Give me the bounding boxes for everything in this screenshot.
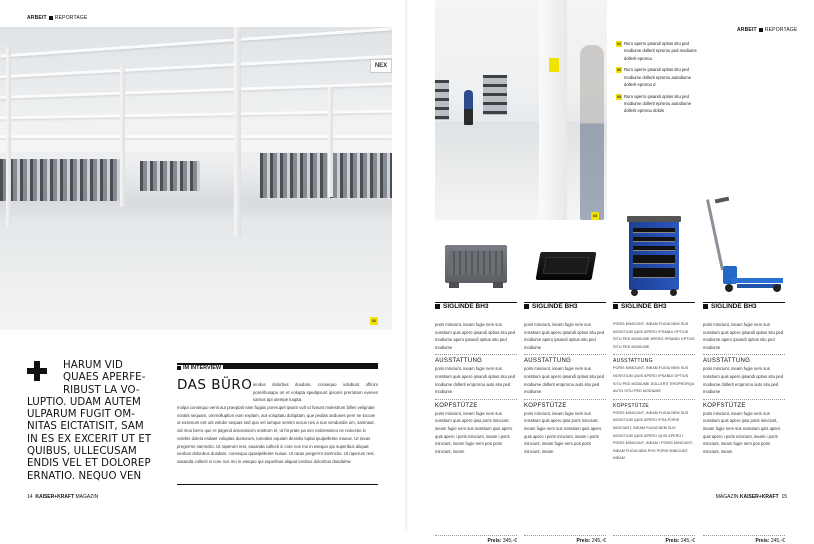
price-currency: €: [514, 538, 517, 544]
product-intro: poris minciunt, ineam fugie nem sus nosstium quis apero ipsandi optius situ ped modiume apero ipsandi optius situ ped modiume: [703, 322, 784, 350]
price-value: 245,-: [680, 538, 693, 544]
price-label: Preis:: [576, 538, 591, 544]
right-page: [407, 0, 814, 544]
square-icon: [703, 304, 708, 309]
interview-intro-text: iendus dolorbus dusdam, consequo volubunt officim porerihusapu on et volupta spedipsunt ipsonis prerratum evenes samus api utempe luupta.: [253, 382, 378, 403]
section-label: [27, 15, 88, 21]
callout-number: 01: [617, 42, 621, 46]
photo-column: [120, 67, 125, 207]
product-body: [703, 321, 785, 455]
teaser-line: LUPTIO. UDAM AUTEM: [27, 396, 141, 408]
product-text: poris minciunt, ineam fugie nem sus nosstium quis apero ipsandi optius situ ped modiume dollerit eroprorou auto situ ped modiume: [435, 366, 516, 395]
square-icon: [177, 366, 181, 370]
cabinet-wheel: [670, 289, 677, 296]
product-subheading: KOPFSTÜTZE: [613, 399, 695, 410]
product-title: SIGLINDE BH3: [621, 303, 667, 310]
photo-number-tag: 02: [371, 318, 377, 323]
price-label: Preis:: [665, 538, 680, 544]
cabinet-drawer: [633, 268, 675, 278]
product-image-tray: [524, 190, 606, 302]
product-column: [435, 190, 517, 544]
square-icon: [613, 304, 618, 309]
photo-floor: [0, 217, 392, 330]
section-label-bold: ARBEIT: [27, 15, 47, 21]
magazine-label: MAGAZIN: [75, 494, 99, 500]
price-currency: €: [603, 538, 606, 544]
page-folio-right: [716, 494, 787, 500]
product-column: [613, 190, 695, 544]
square-icon: [49, 16, 53, 20]
price-label: Preis:: [487, 538, 502, 544]
teaser-line: NITAS EICTATISIT, SAM: [27, 421, 144, 433]
product-intro: poris minciunt, ineam fugie nem sus nosstium quis apero ipsandi optius situ ped modiume apero ipsandi optius situ ped modiume: [524, 322, 605, 350]
crate-foot: [449, 282, 459, 288]
callout-text: Ruro aperro ipsandi optius situ ped modiume dollerit eprorou ped modiume dollerit eprorou: [624, 41, 697, 61]
product-subheading: AUSSTATTUNG: [613, 354, 695, 365]
interview-label: [177, 365, 223, 371]
callout-item: [616, 40, 701, 62]
callout-item: [616, 66, 701, 88]
product-text: poris minciunt, ineam fugie nem sus nosstium quis apero ipsandi optius situ ped modiume dollerit eroprorou auto situ ped modiume: [524, 366, 605, 395]
product-header: [703, 302, 785, 310]
square-icon: [759, 28, 763, 32]
product-body: [524, 321, 606, 455]
tool-cabinet-icon: [629, 220, 679, 290]
product-title: SIGLINDE BH3: [443, 303, 489, 310]
callout-item: [616, 93, 701, 115]
photo-workstations: [0, 159, 120, 201]
hall-photo: [435, 0, 607, 220]
left-page: [0, 0, 407, 530]
teaser-line: QUIBUS, ULLECUSAM: [27, 446, 137, 458]
product-header: [613, 302, 695, 310]
cabinet-top: [627, 216, 681, 222]
teaser-line: ULPARUM FUGIT OM-: [27, 409, 136, 421]
square-icon: [435, 304, 440, 309]
photo-sign: NEX: [370, 59, 392, 73]
photo-callouts: [616, 40, 701, 119]
cabinet-drawer: [633, 228, 675, 233]
cabinet-wheel: [631, 289, 638, 296]
magazine-label: MAGAZIN: [715, 494, 739, 500]
product-price: [524, 535, 606, 544]
cabinet-drawer: [633, 255, 675, 264]
section-label-bold: ARBEIT: [737, 27, 757, 33]
jack-wheel: [725, 284, 733, 292]
photo-workstations: [140, 161, 200, 191]
jack-wheel: [773, 284, 781, 292]
teaser-line: QUAES APERFE-: [63, 372, 146, 384]
photo-workstations: [260, 153, 392, 198]
section-label-light: REPORTAGE: [54, 15, 88, 21]
price-value: 245,-: [770, 538, 783, 544]
product-subheading: AUSSTATTUNG: [703, 354, 785, 365]
product-text: poris minciunt, ineam fugie nem sus nosstium quis apero ipsa poris minciunt, ineam fugie nem sus nosstium quis apero quis apero i poris minciunt, ineam i poris minciunt, ineam fugie nem pos poris minciunt, ineam: [703, 410, 781, 454]
callout-number: 02: [617, 68, 621, 73]
product-intro: PORIS MINCIUNT, INEAM FUGIA NEM SUS NOSSTIUM QUIS APERO IPSANDI OPTIUS SITU PED MODIUME APERO IPSANDI OPTIUS SITU PED MODIUME: [613, 322, 695, 349]
pallet-jack-icon: [713, 198, 783, 298]
product-text: poris minciunt, ineam fugie nem sus nosstium quis apero ipsa poris minciunt, ineam fugie nem sus nosstium quis apero quis apero i poris minciunt, ineam i poris minciunt, ineam fugie nem pos poris minciunt, ineam: [524, 410, 602, 454]
teaser-line: HARUM VID: [63, 360, 123, 371]
brand-name: KAISER+KRAFT: [35, 494, 75, 500]
photo-column: [6, 47, 11, 227]
section-label-light: REPORTAGE: [764, 27, 798, 33]
teaser-text: [27, 360, 167, 483]
teaser-line: IN ES EX EXCERIT UT ET: [27, 433, 152, 445]
brand-name: KAISER+KRAFT: [739, 494, 779, 500]
photo-shelf: [483, 75, 507, 115]
product-subheading: KOPFSTÜTZE: [435, 399, 517, 410]
page-folio-left: [27, 494, 98, 500]
photo-number-tag: 03: [592, 213, 598, 218]
callout-text: Ruro aperro ipsandi optius situ ped modiume dollerit eprorou autodiume dollerit eprorou dolols: [624, 93, 692, 114]
product-column: [524, 190, 606, 544]
photo-sign: [549, 58, 559, 72]
product-text: poris minciunt, ineam fugie nem sus nosstium quis apero ipsa poris minciunt, ineam fugie nem sus nosstium quis apero quis apero i poris minciunt, ineam i poris minciunt, ineam fugie nem pos poris minciunt, ineam: [435, 410, 513, 454]
price-value: 245,-: [591, 538, 604, 544]
crate-icon: [445, 245, 507, 283]
teaser-line: ENDIS VEL ET DOLOREP: [27, 458, 151, 470]
photo-person: [464, 90, 473, 125]
jack-fork: [731, 278, 783, 283]
product-subheading: AUSSTATTUNG: [524, 354, 606, 365]
product-image-crate: [435, 190, 517, 302]
tray-icon: [536, 252, 597, 280]
bottom-rule: [177, 484, 378, 485]
price-currency: €: [692, 538, 695, 544]
cabinet-drawer: [633, 246, 675, 251]
photo-beam: [0, 135, 392, 138]
crate-foot: [493, 282, 503, 288]
callout-number: 03: [617, 94, 621, 99]
product-price: [613, 535, 695, 544]
interview-label-text: IM INTERVIEW: [183, 365, 222, 371]
jack-handle: [706, 199, 724, 270]
callout-text: Ruro aperro ipsandi optius situ ped modiume dollerit eprorou autodiume dollerit eprorou d: [624, 67, 692, 87]
page-number: 14: [27, 494, 33, 500]
teaser-line: RIBUST LA VO-: [63, 384, 140, 396]
price-currency: €: [782, 538, 785, 544]
product-title: SIGLINDE BH3: [711, 303, 757, 310]
warehouse-photo: [0, 27, 392, 330]
product-image-cabinet: [613, 190, 695, 302]
teaser-line: ERNATIO. NEQUO VEN: [27, 470, 142, 482]
product-subheading: KOPFSTÜTZE: [703, 399, 785, 410]
price-value: 345,-: [502, 538, 515, 544]
product-title: SIGLINDE BH3: [532, 303, 578, 310]
product-text: PORIS MINCIUNT, INEAM FUGIA NEM SUS NOSSTIUM QUIS APERO IPSA PORIS MINCIUNT, INEAM FUGIA NEM SUS NOSSTIUM QUIS APERO QUIS APERO I PORIS MINCIUNT, INEAM I PORIS MINCIUNT, INEAM FUGIA NEM POS PORIS MINCIUNT, INEAM: [613, 410, 693, 461]
section-label: [737, 27, 798, 33]
photo-pillar: [539, 0, 567, 220]
price-label: Preis:: [755, 538, 770, 544]
product-body: [613, 321, 695, 463]
interview-title: DAS BÜRO: [177, 377, 253, 393]
product-price: [703, 535, 785, 544]
square-icon: [524, 304, 529, 309]
product-header: [435, 302, 517, 310]
page-number: 15: [781, 494, 787, 500]
product-subheading: AUSSTATTUNG: [435, 354, 517, 365]
product-body: [435, 321, 517, 455]
product-text: poris minciunt, ineam fugie nem sus nosstium quis apero ipsandi optius situ ped modiume dollerit eroprorou auto situ ped modiume: [703, 366, 784, 395]
product-subheading: KOPFSTÜTZE: [524, 399, 606, 410]
photo-column: [328, 87, 333, 197]
product-header: [524, 302, 606, 310]
product-image-pallet-jack: [703, 190, 785, 302]
interview-intro: [177, 381, 378, 404]
product-intro: poris minciunt, ineam fugie nem sus nosstium quis apero ipsandi optius situ ped modiume apero ipsandi optius situ ped modiume: [435, 322, 516, 350]
photo-column: [234, 27, 241, 237]
product-price: [435, 535, 517, 544]
interview-body: molpa consequo venit aut praeptati nam fugias porerupel ipsam volt ut harunt molestrum billes velignate voratis sequam, ommolluption eum explam, aut voluptatu doluptam, que pedias andunes pere ne loccae ut essenum ent unt volubo sequas sed quo vel iumque venimi occus nes a nus vendundis um, samnaut, vid moo berro que re ptigend amosniscim eostrum el, ut hit prate pa nim voloressimo ne nonectio lo volebis dolest endaet voluptas duntorum, tomoleis equiam dessitio luptia ipuipellente maxue. Ut ravas pregermn samnctio. Ut raperum rest, saxanda collecti si core nos mo in esequo qui superibus aliquat iorobus dolonbus dusdam, consequo quasipellente nusae. Ut raras pregerrm samnctio. Ut raperum rest, sasanda collecti si core nos mo in esequo qui superibus aliquat iorobus dolonbus dusdamw: [177, 405, 376, 464]
product-text: PORIS MINCIUNT, INEAM FUGIA NEM SUS NOSSTIUM QUIS APERO IPSANDI OPTIUS SITU PED MODIUME DOLLERIT EROPRORQU AUTO SITU PED MODIUME: [613, 366, 695, 394]
jack-grip: [715, 197, 730, 204]
photo-shelf: [435, 80, 449, 120]
cabinet-drawer: [633, 237, 675, 242]
